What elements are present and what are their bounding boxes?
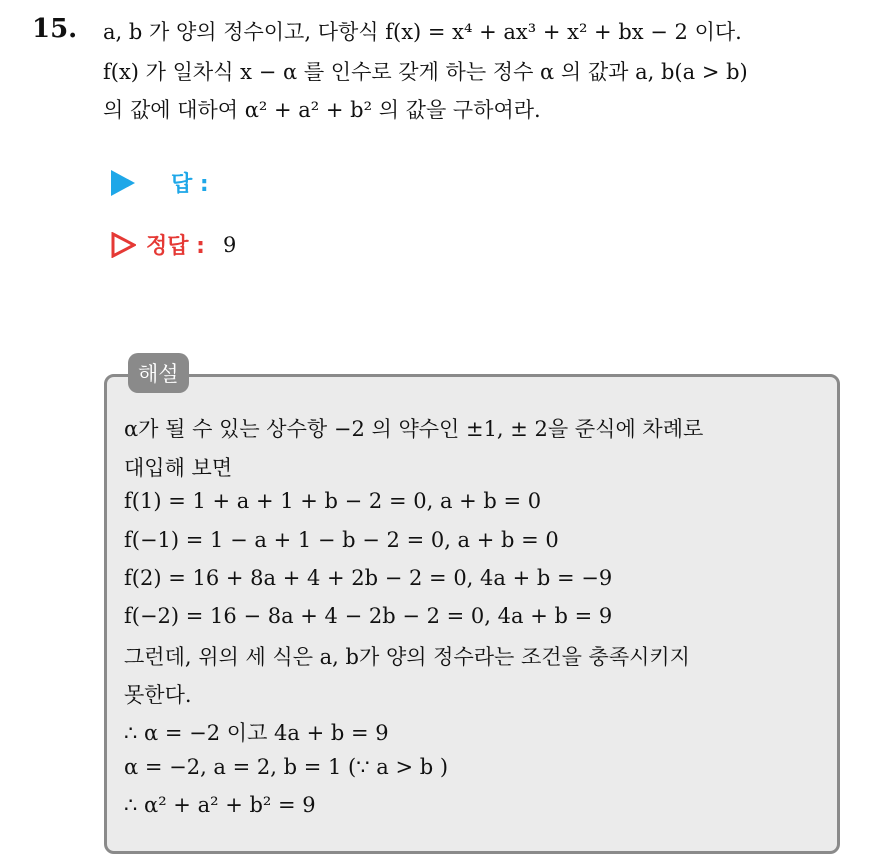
correct-answer-label: 정답 : (146, 234, 205, 259)
solution-line: f(−1) = 1 − a + 1 − b − 2 = 0, a + b = 0 (124, 528, 559, 552)
solution-line: 그런데, 위의 세 식은 a, b가 양의 정수라는 조건을 충족시키지 (124, 645, 690, 669)
solution-tag: 해설 (128, 353, 189, 393)
answer-row (111, 167, 209, 198)
problem-number: 15. (32, 14, 78, 44)
correct-answer-value: 9 (222, 232, 237, 257)
problem-line: a, b 가 양의 정수이고, 다항식 f(x) = x⁴ + ax³ + x² + bx − 2 이다. (103, 20, 742, 44)
solution-line: 못한다. (124, 683, 192, 707)
play-triangle-icon (111, 170, 135, 196)
solution-line: ∴ α² + a² + b² = 9 (124, 793, 316, 817)
solution-line: ∴ α = −2 이고 4a + b = 9 (124, 721, 389, 745)
solution-line: 대입해 보면 (124, 456, 233, 480)
correct-answer-row (110, 229, 236, 260)
outline-triangle-icon (110, 232, 136, 258)
answer-label: 답 : (171, 172, 209, 197)
solution-line: α = −2, a = 2, b = 1 (∵ a > b ) (124, 755, 449, 779)
solution-line: α가 될 수 있는 상수항 −2 의 약수인 ±1, ± 2을 준식에 차례로 (124, 417, 704, 441)
problem-line: 의 값에 대하여 α² + a² + b² 의 값을 구하여라. (103, 98, 541, 122)
solution-line: f(1) = 1 + a + 1 + b − 2 = 0, a + b = 0 (124, 489, 542, 513)
solution-line: f(2) = 16 + 8a + 4 + 2b − 2 = 0, 4a + b = −9 (124, 566, 613, 590)
solution-line: f(−2) = 16 − 8a + 4 − 2b − 2 = 0, 4a + b = 9 (124, 604, 613, 628)
problem-line: f(x) 가 일차식 x − α 를 인수로 갖게 하는 정수 α 의 값과 a, b(a > b) (103, 60, 748, 84)
